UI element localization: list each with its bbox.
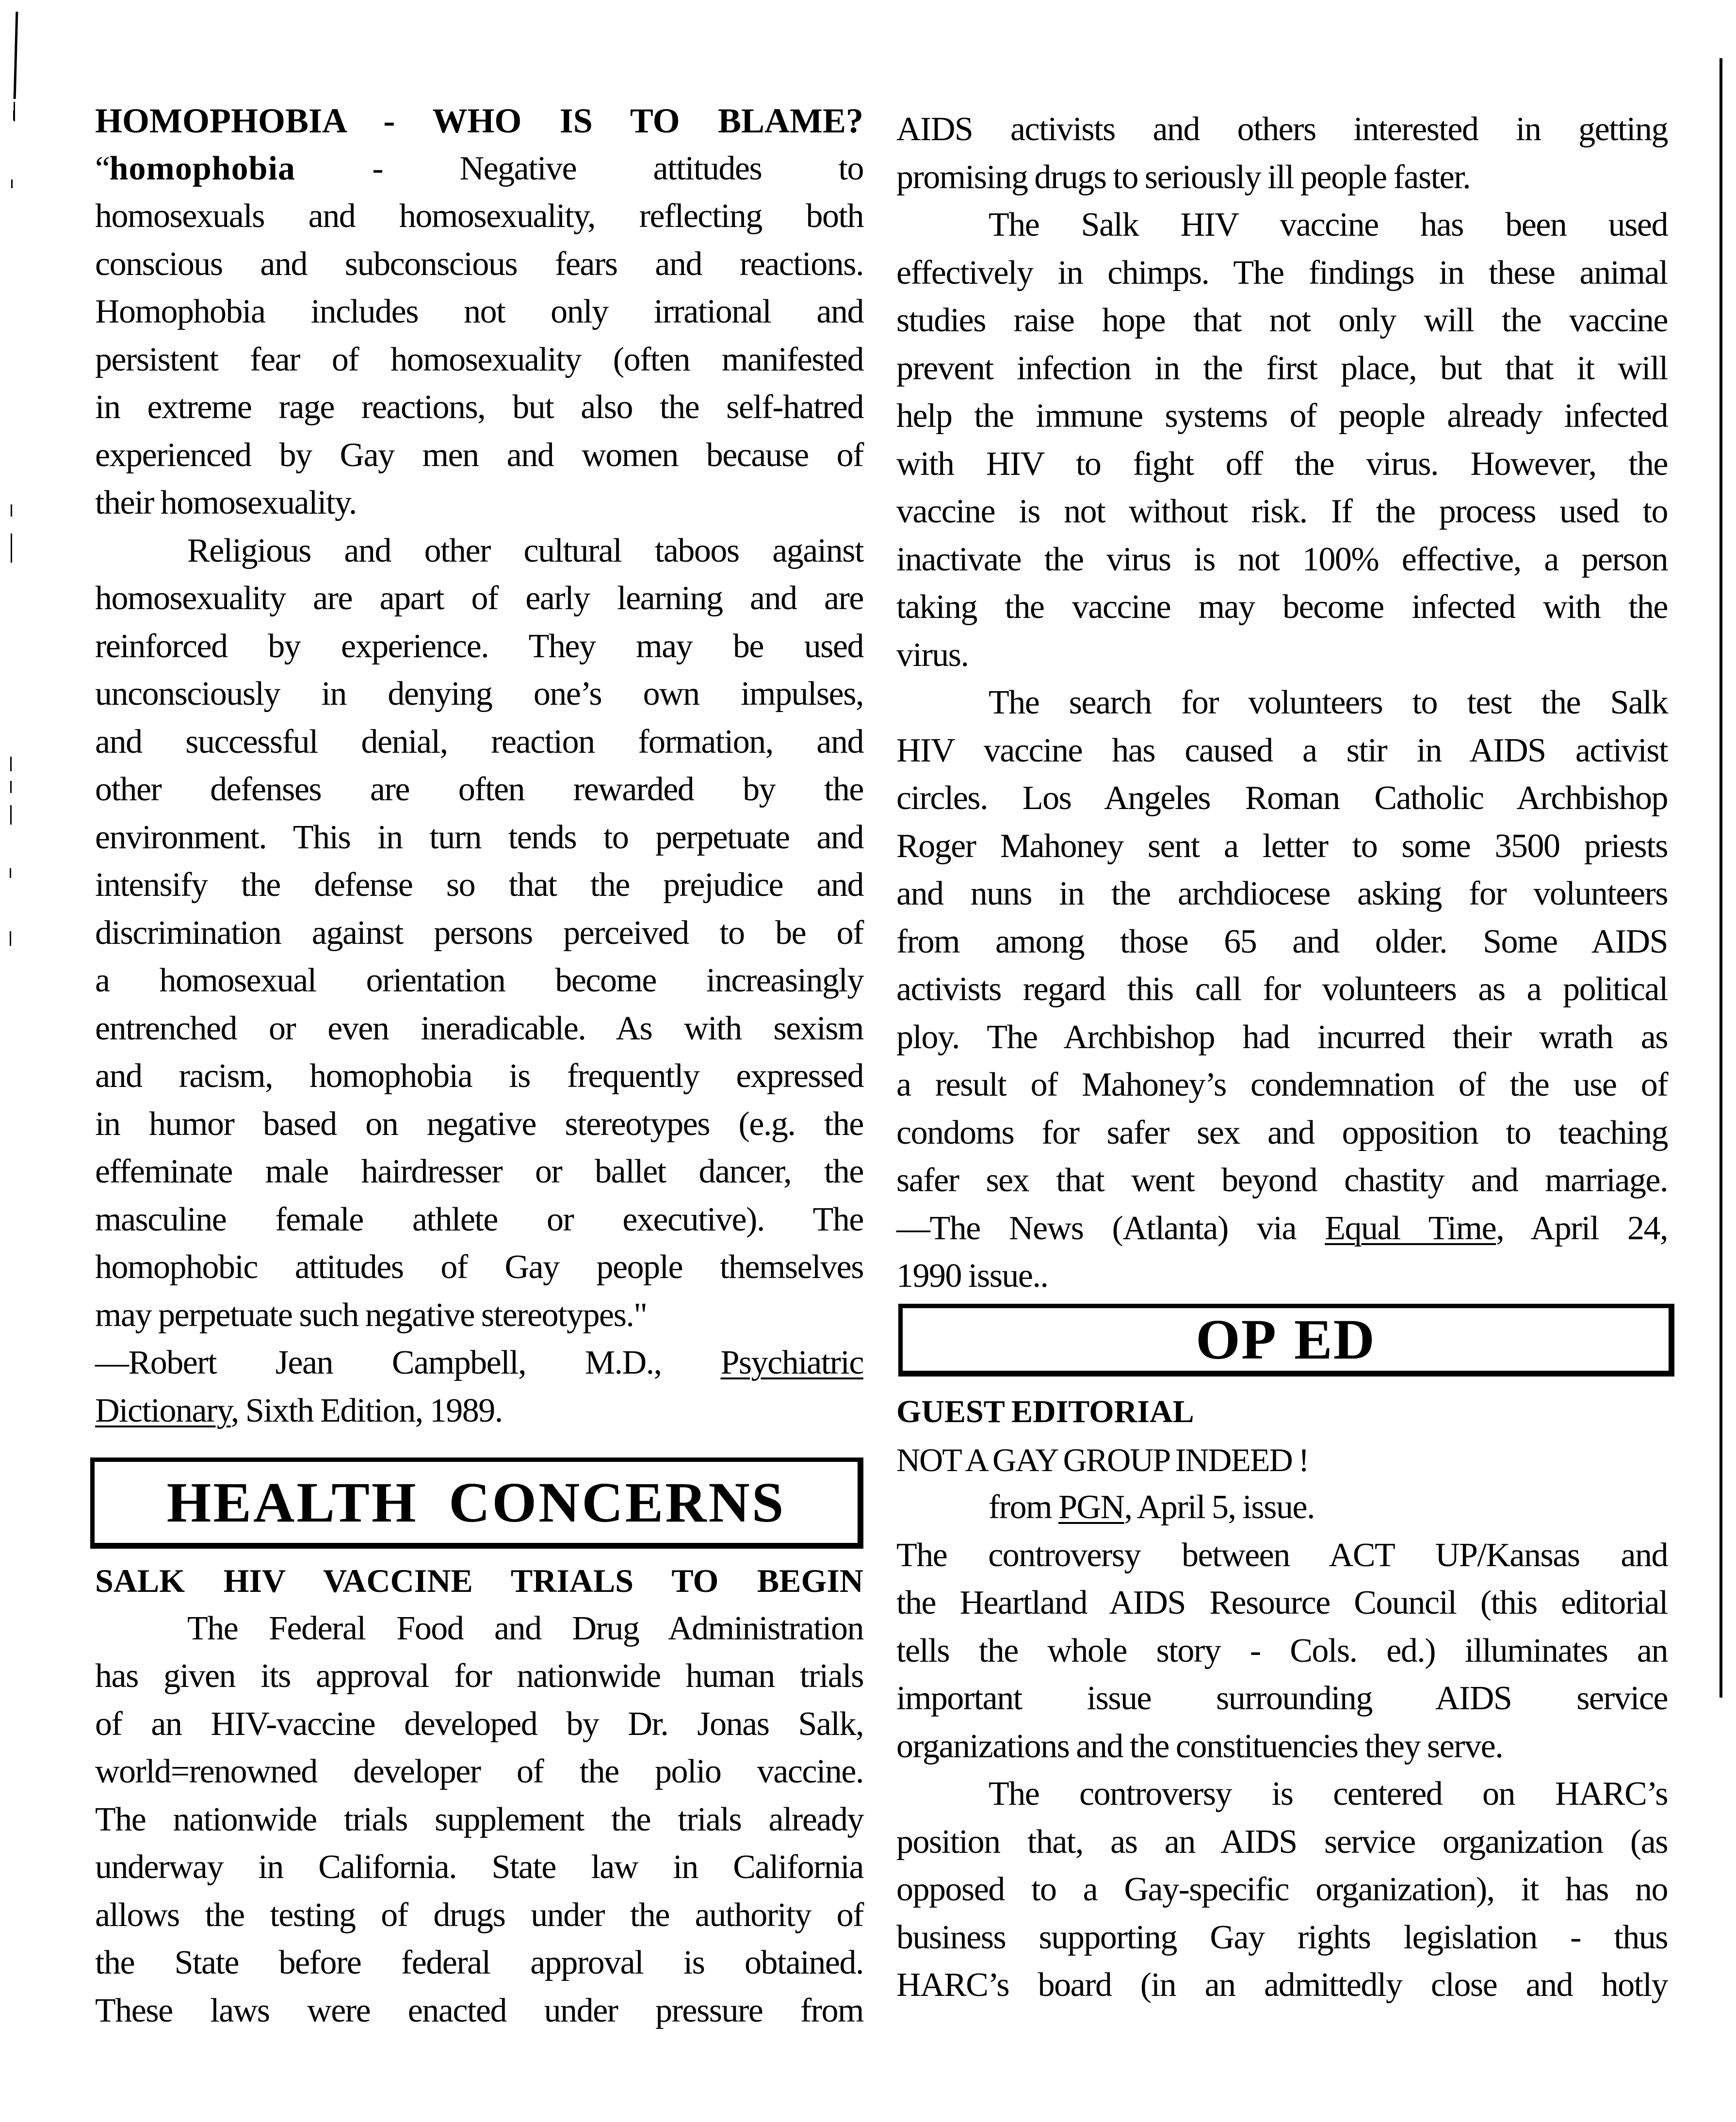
page-edge-tick (10, 868, 11, 878)
body-line: Homophobia includes not only irrational and (95, 293, 863, 330)
body-line: in extreme rage reactions, but also the self-hatred (95, 389, 863, 426)
page-edge-line-left (14, 12, 18, 99)
body-line: business supporting Gay rights legislation - thus (896, 1918, 1668, 1956)
attribution-line (95, 1387, 863, 1435)
body-line: prevent infection in the first place, but that it will (896, 349, 1668, 387)
body-line: the State before federal approval is obtained. (95, 1944, 863, 1981)
body-line: tells the whole story - Cols. ed.) illuminates an (896, 1632, 1668, 1669)
body-line: entrenched or even ineradicable. As with sexism (95, 1009, 863, 1047)
body-line: virus. (896, 636, 969, 674)
body-line: safer sex that went beyond chastity and marriage. (896, 1162, 1668, 1199)
body-line: and successful denial, reaction formation, and (95, 723, 863, 761)
body-line: The controversy is centered on HARC’s (989, 1775, 1668, 1813)
body-line: condoms for safer sex and opposition to teaching (896, 1114, 1668, 1151)
article-headline: NOT A GAY GROUP INDEED ! (896, 1441, 1309, 1478)
body-line: vaccine is not without risk. If the process used to (896, 493, 1668, 530)
attribution-author: —Robert Jean Campbell, M.D., (95, 1344, 662, 1381)
body-line: with HIV to fight off the virus. However, the (896, 445, 1668, 483)
article-headline: SALK HIV VACCINE TRIALS TO BEGIN (95, 1562, 863, 1599)
body-line: position that, as an AIDS service organization (as (896, 1823, 1668, 1861)
source-date: , April 5, issue. (1124, 1489, 1315, 1526)
source-prefix: from (989, 1489, 1052, 1526)
right-column-lower (896, 1388, 1668, 2009)
body-line: may perpetuate such negative stereotypes." (95, 1296, 647, 1334)
body-line: world=renowned developer of the polio vaccine. (95, 1753, 863, 1790)
body-line: of an HIV-vaccine developed by Dr. Jonas Salk, (95, 1705, 863, 1743)
body-line: homosexuals and homosexuality, reflecting both (95, 197, 863, 235)
page-edge-tick (11, 504, 12, 517)
body-line: unconsciously in denying one’s own impulses, (95, 675, 863, 713)
body-line: persistent fear of homosexuality (often manifested (95, 340, 863, 378)
body-line: The controversy between ACT UP/Kansas and (896, 1536, 1668, 1574)
quote-mark: “ (95, 149, 110, 187)
page-edge-tick (10, 757, 12, 771)
page-edge-tick (13, 111, 15, 120)
attribution-line (896, 1205, 1668, 1253)
body-line: effectively in chimps. The findings in these animal (896, 254, 1668, 292)
source-publication: PGN (1058, 1489, 1124, 1526)
body-line: the Heartland AIDS Resource Council (this editorial (896, 1584, 1668, 1621)
body-line: intensify the defense so that the prejudice and (95, 866, 863, 904)
body-line: in humor based on negative stereotypes (e.g. the (95, 1105, 863, 1143)
body-line: important issue surrounding AIDS service (896, 1680, 1668, 1717)
body-line: from among those 65 and older. Some AIDS (896, 923, 1668, 960)
body-line: promising drugs to seriously ill people faster. (896, 158, 1471, 196)
body-line: masculine female athlete or executive). The (95, 1200, 863, 1238)
body-line: help the immune systems of people already infected (896, 397, 1668, 435)
body-line: The Salk HIV vaccine has been used (989, 206, 1668, 243)
defined-term: homophobia (109, 149, 296, 187)
body-line: AIDS activists and others interested in getting (896, 111, 1668, 148)
left-column-lower (95, 1557, 863, 2035)
body-line: homosexuality are apart of early learning and are (95, 580, 863, 617)
right-column (896, 106, 1668, 1300)
section-kicker: GUEST EDITORIAL (896, 1394, 1194, 1429)
attribution-source-prefix: —The News (Atlanta) via (896, 1209, 1297, 1247)
body-line: Roger Mahoney sent a letter to some 3500 priests (896, 827, 1668, 865)
attribution-book-title: Psychiatric (720, 1344, 863, 1381)
body-line: other defenses are often rewarded by the (95, 771, 863, 808)
body-line: activists regard this call for volunteers as a political (896, 971, 1668, 1008)
article-source (896, 1484, 1668, 1532)
body-line: The search for volunteers to test the Salk (989, 684, 1668, 721)
page-edge-tick (10, 931, 11, 946)
page-edge-line-right (1720, 58, 1722, 1698)
body-line: HIV vaccine has caused a stir in AIDS activist (896, 731, 1668, 769)
body-line: environment. This in turn tends to perpetuate and (95, 818, 863, 856)
body-line: organizations and the constituencies they serve. (896, 1727, 1503, 1765)
body-line: and nuns in the archdiocese asking for volunteers (896, 875, 1668, 912)
attribution-line (95, 1339, 863, 1387)
body-line: homophobic attitudes of Gay people themselves (95, 1248, 863, 1286)
body-line: and racism, homophobia is frequently expressed (95, 1057, 863, 1095)
body-line: effeminate male hairdresser or ballet dancer, the (95, 1153, 863, 1190)
page-edge-tick (10, 805, 12, 825)
definition-first-line (95, 145, 863, 193)
body-line: The Federal Food and Drug Administration (187, 1609, 863, 1647)
body-line: discrimination against persons perceived to be of (95, 914, 863, 952)
page-edge-tick (11, 179, 13, 188)
section-header-health-concerns: HEALTH CONCERNS (90, 1458, 863, 1549)
body-line: These laws were enacted under pressure from (95, 1992, 863, 2029)
body-line: studies raise hope that not only will the vaccine (896, 302, 1668, 339)
body-line: reinforced by experience. They may be used (95, 627, 863, 665)
body-line: experienced by Gay men and women because of (95, 436, 863, 474)
left-column (95, 97, 863, 1435)
attribution-edition: , Sixth Edition, 1989. (230, 1392, 503, 1429)
attribution-publication: Equal Time (1325, 1209, 1496, 1247)
body-line: inactivate the virus is not 100% effective, a person (896, 540, 1668, 578)
section-header-op-ed: OP ED (898, 1304, 1674, 1377)
body-line: their homosexuality. (95, 484, 357, 521)
body-line: allows the testing of drugs under the authority of (95, 1896, 863, 1934)
body-line: underway in California. State law in California (95, 1848, 863, 1886)
body-line: opposed to a Gay-specific organization), it has no (896, 1871, 1668, 1908)
body-line: has given its approval for nationwide human trials (95, 1657, 863, 1695)
body-line: taking the vaccine may become infected with the (896, 588, 1668, 626)
body-line: The nationwide trials supplement the trials already (95, 1800, 863, 1838)
article-headline: HOMOPHOBIA - WHO IS TO BLAME? (95, 101, 863, 140)
body-line: a homosexual orientation become increasingly (95, 962, 863, 999)
attribution-book-title-cont: Dictionary (95, 1392, 231, 1429)
page-edge-tick (10, 781, 12, 793)
attribution-line: 1990 issue.. (896, 1257, 1048, 1295)
body-line: HARC’s board (in an admittedly close and hotly (896, 1966, 1668, 2004)
body-line: Religious and other cultural taboos against (187, 532, 863, 569)
body-line: circles. Los Angeles Roman Catholic Archbishop (896, 779, 1668, 817)
attribution-date: , April 24, (1496, 1209, 1668, 1247)
body-line: conscious and subconscious fears and reactions. (95, 245, 863, 283)
body-line: a result of Mahoney’s condemnation of the use of (896, 1066, 1668, 1103)
body-text: - Negative attitudes to (372, 149, 864, 187)
page-edge-tick (11, 534, 12, 563)
body-line: ploy. The Archbishop had incurred their wrath as (896, 1018, 1668, 1056)
